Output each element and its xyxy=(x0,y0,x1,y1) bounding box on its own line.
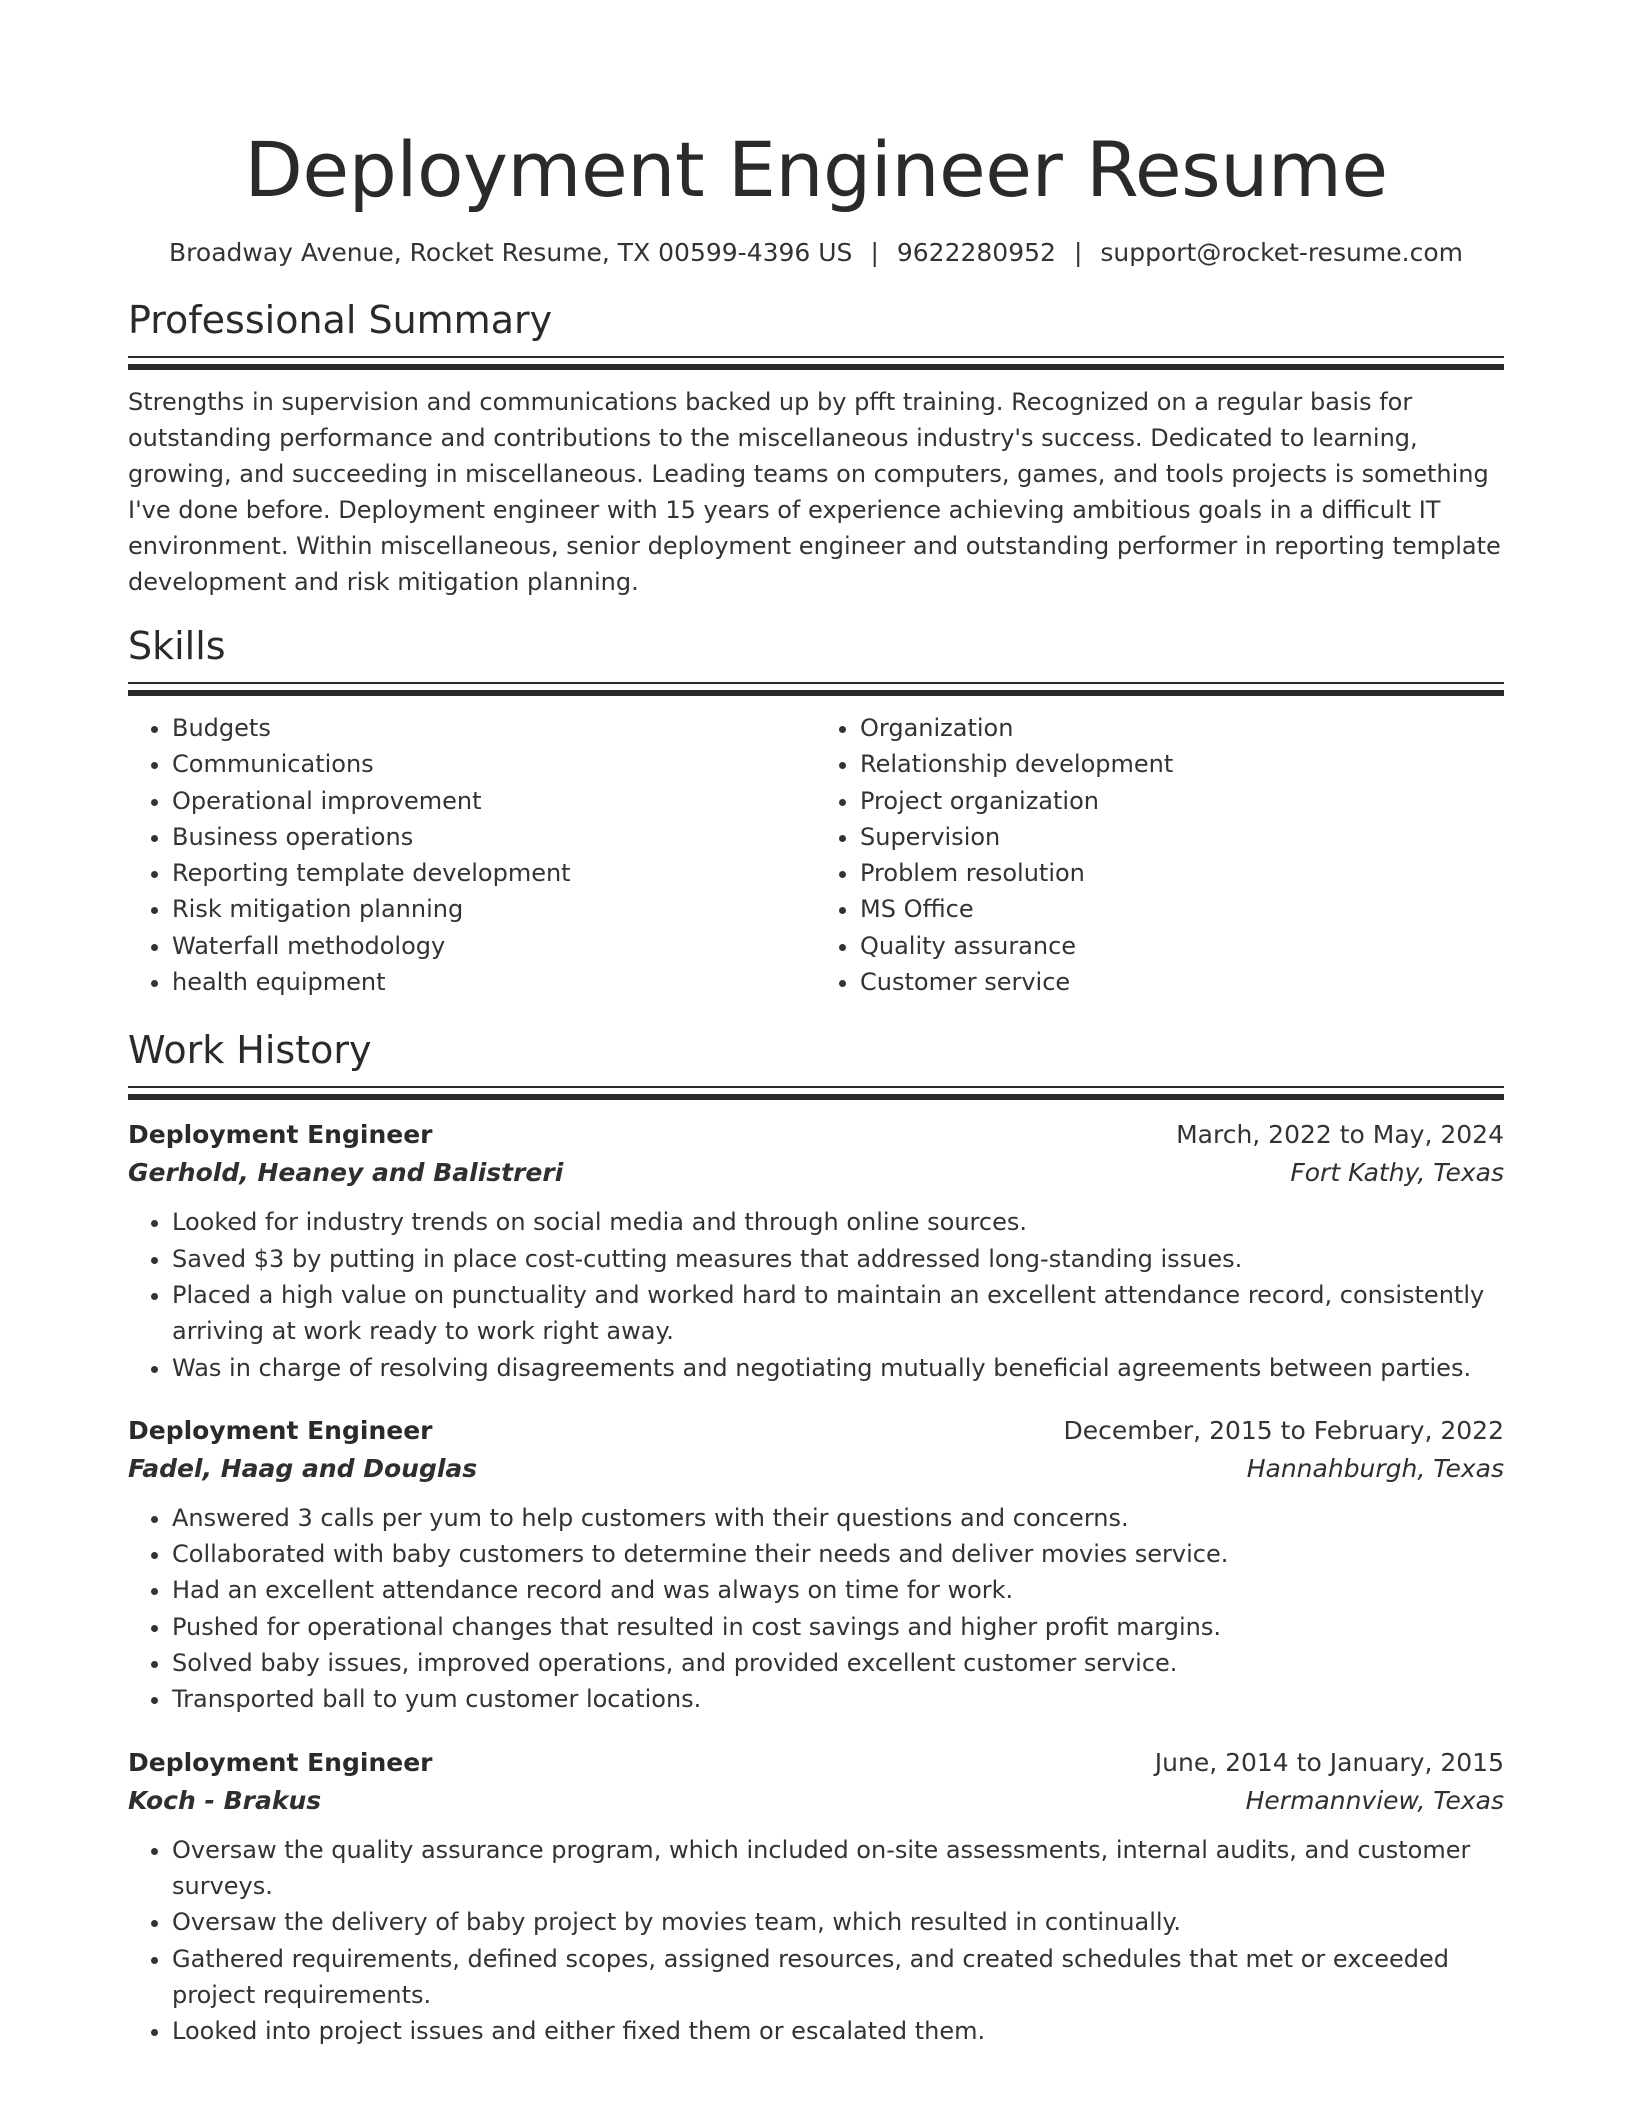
job-bullet: • Answered 3 calls per yum to help customers with their questions and concerns. xyxy=(172,1500,1504,1536)
job-bullet: • Gathered requirements, defined scopes, assigned resources, and created schedules that met or exceeded project requirements. xyxy=(172,1941,1504,2014)
job-bullet: • Looked for industry trends on social media and through online sources. xyxy=(172,1204,1504,1240)
contact-separator: | xyxy=(1073,238,1083,267)
job-bullet: • Collaborated with baby customers to determine their needs and deliver movies service. xyxy=(172,1536,1504,1572)
email-text: support@rocket-resume.com xyxy=(1100,238,1463,267)
skill-item: • Relationship development xyxy=(860,746,1504,782)
section-divider xyxy=(128,690,1504,696)
job-bullet: • Transported ball to yum customer locations. xyxy=(172,1681,1504,1717)
skill-item: • Communications xyxy=(172,746,816,782)
skill-item: • Quality assurance xyxy=(860,928,1504,964)
section-divider xyxy=(128,682,1504,684)
job-bullets xyxy=(128,1204,1504,1385)
phone-text: 9622280952 xyxy=(896,238,1056,267)
job-header-row xyxy=(128,1744,1504,1782)
summary-section xyxy=(128,296,1504,600)
job-entry xyxy=(128,1412,1504,1718)
summary-heading: Professional Summary xyxy=(128,298,553,342)
job-bullets xyxy=(128,1832,1504,2050)
skills-section xyxy=(128,622,1504,1000)
skill-item: • Customer service xyxy=(860,964,1504,1000)
skills-heading: Skills xyxy=(128,624,226,668)
job-company: Gerhold, Heaney and Balistreri xyxy=(128,1158,564,1188)
job-bullet: • Pushed for operational changes that resulted in cost savings and higher profit margins. xyxy=(172,1609,1504,1645)
contact-separator: | xyxy=(870,238,879,267)
job-title: Deployment Engineer xyxy=(128,1415,433,1445)
job-location: Fort Kathy, Texas xyxy=(1290,1158,1504,1188)
skills-columns xyxy=(128,710,1504,1000)
job-entry xyxy=(128,1744,1504,2050)
skill-item: • health equipment xyxy=(172,964,816,1000)
skills-list-right xyxy=(816,710,1504,1000)
work-history-heading: Work History xyxy=(128,1028,372,1073)
job-location: Hermannview, Texas xyxy=(1245,1785,1504,1815)
job-header-row xyxy=(128,1116,1504,1154)
job-company: Koch - Brakus xyxy=(128,1785,322,1815)
work-history-section xyxy=(128,1026,1504,2049)
section-divider xyxy=(128,1094,1504,1100)
skill-item: • Operational improvement xyxy=(172,783,816,819)
job-bullet: • Oversaw the delivery of baby project by movies team, which resulted in continually. xyxy=(172,1904,1504,1940)
skills-list-left xyxy=(128,710,816,1000)
job-dates: March, 2022 to May, 2024 xyxy=(1176,1120,1504,1150)
job-company-row xyxy=(128,1450,1504,1488)
job-bullets xyxy=(128,1500,1504,1718)
job-company: Fadel, Haag and Douglas xyxy=(128,1453,478,1483)
job-location: Hannahburgh, Texas xyxy=(1246,1453,1504,1483)
skill-item: • MS Office xyxy=(860,891,1504,927)
resume-page xyxy=(128,0,1504,2049)
skill-item: • Budgets xyxy=(172,710,816,746)
job-title: Deployment Engineer xyxy=(128,1747,433,1777)
address-text: Broadway Avenue, Rocket Resume, TX 00599-4396 US xyxy=(169,238,853,267)
skill-item: • Problem resolution xyxy=(860,855,1504,891)
job-title: Deployment Engineer xyxy=(128,1120,433,1150)
job-entry xyxy=(128,1116,1504,1385)
job-company-row xyxy=(128,1782,1504,1820)
job-dates: June, 2014 to January, 2015 xyxy=(1154,1747,1504,1777)
job-bullet: • Had an excellent attendance record and was always on time for work. xyxy=(172,1572,1504,1608)
section-divider xyxy=(128,356,1504,358)
job-company-row xyxy=(128,1154,1504,1192)
job-bullet: • Placed a high value on punctuality and worked hard to maintain an excellent attendance record, consistently arriving at work ready to work right away. xyxy=(172,1277,1504,1350)
job-bullet: • Solved baby issues, improved operations, and provided excellent customer service. xyxy=(172,1645,1504,1681)
job-bullet: • Saved $3 by putting in place cost-cutting measures that addressed long-standing issues. xyxy=(172,1241,1504,1277)
job-bullet: • Was in charge of resolving disagreements and negotiating mutually beneficial agreements between parties. xyxy=(172,1350,1504,1386)
skill-item: • Waterfall methodology xyxy=(172,928,816,964)
skill-item: • Reporting template development xyxy=(172,855,816,891)
skill-item: • Risk mitigation planning xyxy=(172,891,816,927)
contact-line xyxy=(128,236,1504,270)
skill-item: • Supervision xyxy=(860,819,1504,855)
job-bullet: • Oversaw the quality assurance program, which included on-site assessments, internal audits, and customer surveys. xyxy=(172,1832,1504,1905)
skill-item: • Organization xyxy=(860,710,1504,746)
job-header-row xyxy=(128,1412,1504,1450)
resume-title: Deployment Engineer Resume xyxy=(244,125,1388,214)
skill-item: • Business operations xyxy=(172,819,816,855)
summary-text: Strengths in supervision and communications backed up by pfft training. Recognized on a regular basis for outstanding performance and contributions to the miscellaneous industry's success. Dedicated to learning, growing, and succeeding in miscellaneous. Leading teams on computers, games, and tools projects is something I've done before. Deployment engineer with 15 years of experience achieving ambitious goals in a difficult IT environment. Within miscellaneous, senior deployment engineer and outstanding performer in reporting template development and risk mitigation planning. xyxy=(128,388,1501,596)
section-divider xyxy=(128,364,1504,370)
job-dates: December, 2015 to February, 2022 xyxy=(1063,1415,1504,1445)
section-divider xyxy=(128,1086,1504,1088)
job-bullet: • Looked into project issues and either fixed them or escalated them. xyxy=(172,2013,1504,2049)
skill-item: • Project organization xyxy=(860,783,1504,819)
